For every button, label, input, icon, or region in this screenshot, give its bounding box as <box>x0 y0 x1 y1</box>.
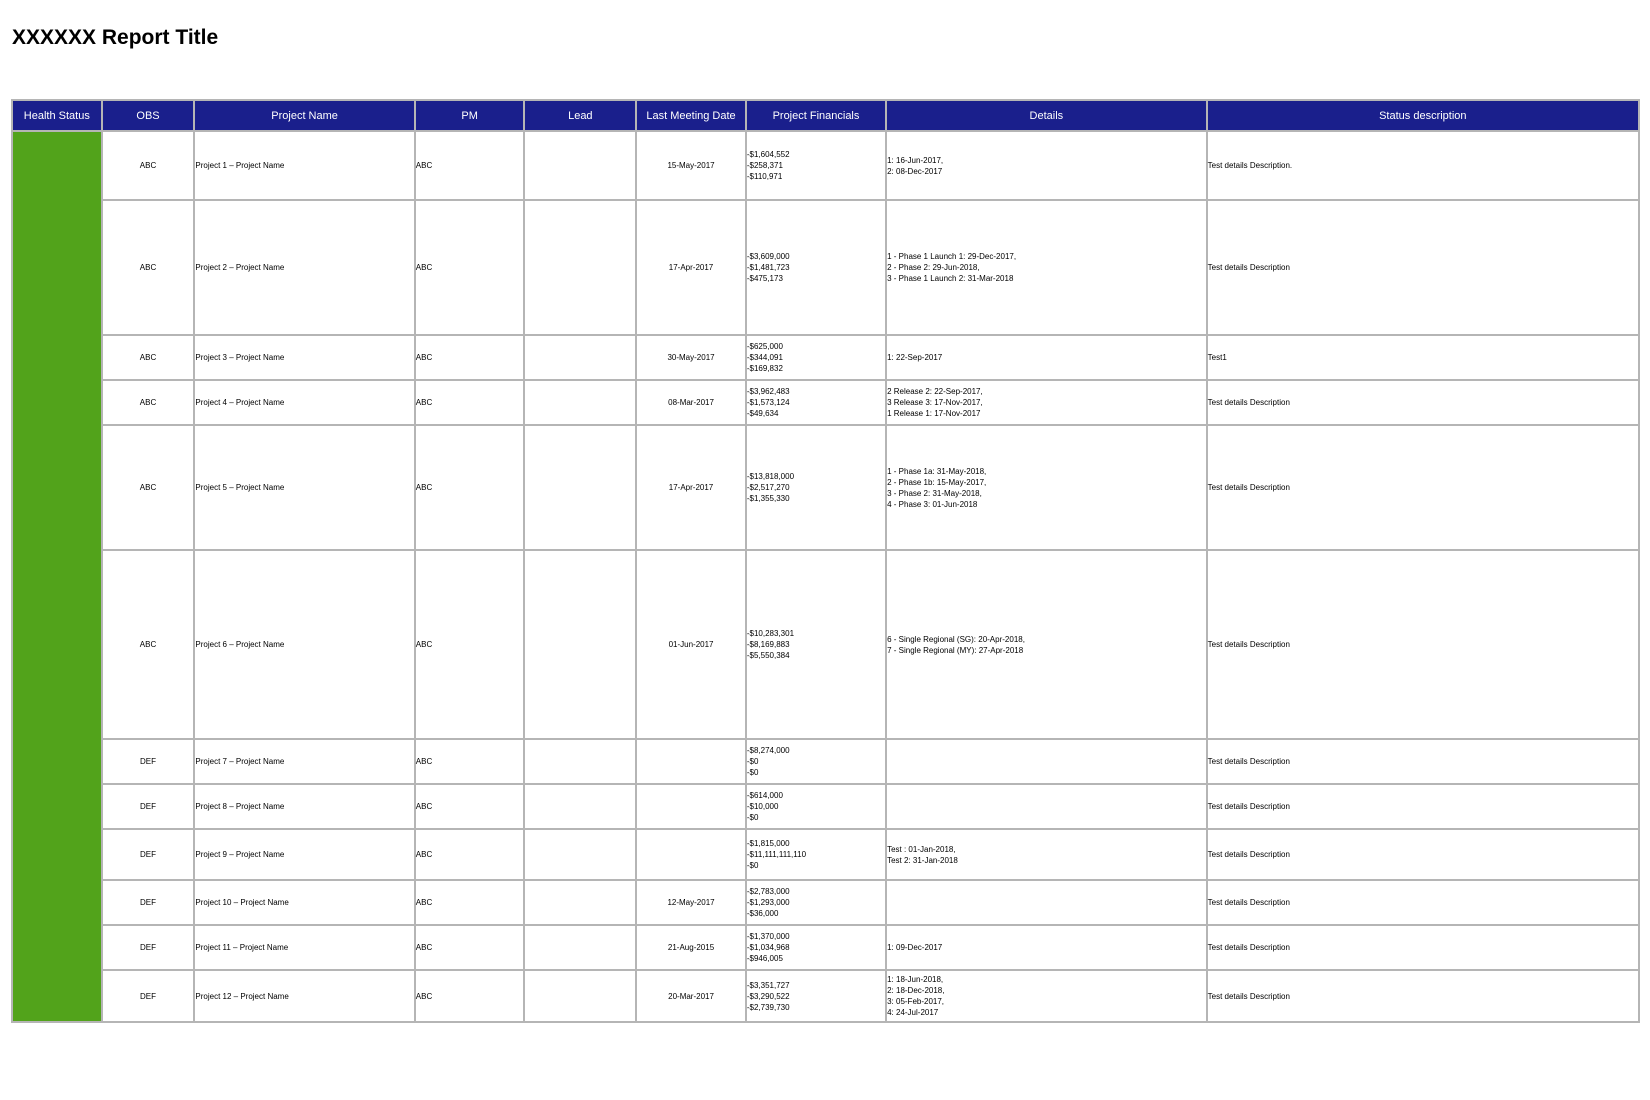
lead-cell <box>524 131 636 200</box>
details-cell: 1 - Phase 1 Launch 1: 29-Dec-2017, 2 - Phase 2: 29-Jun-2018, 3 - Phase 1 Launch 2: 31-Mar-2018 <box>886 200 1207 335</box>
obs-cell: ABC <box>102 131 195 200</box>
project-financials-cell: -$3,351,727 -$3,290,522 -$2,739,730 <box>746 970 886 1022</box>
last-meeting-date-cell: 17-Apr-2017 <box>636 425 746 550</box>
header-obs: OBS <box>102 100 195 131</box>
status-description-cell: Test details Description <box>1207 970 1639 1022</box>
details-cell <box>886 880 1207 925</box>
project-name-cell: Project 3 – Project Name <box>194 335 414 380</box>
table-row <box>12 380 1639 425</box>
last-meeting-date-cell: 20-Mar-2017 <box>636 970 746 1022</box>
status-description-cell: Test details Description <box>1207 829 1639 880</box>
table-row <box>12 200 1639 335</box>
project-status-table <box>11 99 1640 1023</box>
details-cell: 2 Release 2: 22-Sep-2017, 3 Release 3: 17-Nov-2017, 1 Release 1: 17-Nov-2017 <box>886 380 1207 425</box>
table-row <box>12 784 1639 829</box>
last-meeting-date-cell: 30-May-2017 <box>636 335 746 380</box>
status-description-cell: Test details Description <box>1207 739 1639 784</box>
pm-cell: ABC <box>415 970 525 1022</box>
pm-cell: ABC <box>415 200 525 335</box>
project-name-cell: Project 7 – Project Name <box>194 739 414 784</box>
last-meeting-date-cell: 01-Jun-2017 <box>636 550 746 739</box>
project-financials-cell: -$1,370,000 -$1,034,968 -$946,005 <box>746 925 886 970</box>
details-cell: Test : 01-Jan-2018, Test 2: 31-Jan-2018 <box>886 829 1207 880</box>
pm-cell: ABC <box>415 880 525 925</box>
table-row <box>12 880 1639 925</box>
table-row <box>12 925 1639 970</box>
pm-cell: ABC <box>415 380 525 425</box>
header-project-name: Project Name <box>194 100 414 131</box>
pm-cell: ABC <box>415 739 525 784</box>
lead-cell <box>524 739 636 784</box>
obs-cell: DEF <box>102 880 195 925</box>
project-name-cell: Project 5 – Project Name <box>194 425 414 550</box>
obs-cell: ABC <box>102 425 195 550</box>
lead-cell <box>524 829 636 880</box>
status-description-cell: Test details Description. <box>1207 131 1639 200</box>
report-title: XXXXXX Report Title <box>12 26 219 49</box>
lead-cell <box>524 970 636 1022</box>
details-cell <box>886 739 1207 784</box>
header-last-meeting-date: Last Meeting Date <box>636 100 746 131</box>
lead-cell <box>524 200 636 335</box>
obs-cell: DEF <box>102 829 195 880</box>
table-row <box>12 550 1639 739</box>
status-description-cell: Test1 <box>1207 335 1639 380</box>
details-cell: 6 - Single Regional (SG): 20-Apr-2018, 7 - Single Regional (MY): 27-Apr-2018 <box>886 550 1207 739</box>
lead-cell <box>524 550 636 739</box>
project-financials-cell: -$625,000 -$344,091 -$169,832 <box>746 335 886 380</box>
project-name-cell: Project 9 – Project Name <box>194 829 414 880</box>
table-row <box>12 335 1639 380</box>
last-meeting-date-cell <box>636 784 746 829</box>
project-name-cell: Project 2 – Project Name <box>194 200 414 335</box>
obs-cell: ABC <box>102 380 195 425</box>
project-name-cell: Project 8 – Project Name <box>194 784 414 829</box>
details-cell <box>886 784 1207 829</box>
status-description-cell: Test details Description <box>1207 550 1639 739</box>
project-name-cell: Project 1 – Project Name <box>194 131 414 200</box>
pm-cell: ABC <box>415 335 525 380</box>
last-meeting-date-cell: 21-Aug-2015 <box>636 925 746 970</box>
project-financials-cell: -$1,604,552 -$258,371 -$110,971 <box>746 131 886 200</box>
header-details: Details <box>886 100 1207 131</box>
health-status-indicator <box>12 131 102 1022</box>
last-meeting-date-cell <box>636 829 746 880</box>
header-row <box>12 100 1639 131</box>
last-meeting-date-cell: 12-May-2017 <box>636 880 746 925</box>
project-financials-cell: -$8,274,000 -$0 -$0 <box>746 739 886 784</box>
last-meeting-date-cell: 15-May-2017 <box>636 131 746 200</box>
project-name-cell: Project 4 – Project Name <box>194 380 414 425</box>
lead-cell <box>524 784 636 829</box>
project-financials-cell: -$13,818,000 -$2,517,270 -$1,355,330 <box>746 425 886 550</box>
project-financials-cell: -$3,609,000 -$1,481,723 -$475,173 <box>746 200 886 335</box>
project-financials-cell: -$10,283,301 -$8,169,883 -$5,550,384 <box>746 550 886 739</box>
project-name-cell: Project 10 – Project Name <box>194 880 414 925</box>
pm-cell: ABC <box>415 550 525 739</box>
lead-cell <box>524 425 636 550</box>
table-row <box>12 739 1639 784</box>
obs-cell: DEF <box>102 925 195 970</box>
obs-cell: DEF <box>102 739 195 784</box>
lead-cell <box>524 380 636 425</box>
last-meeting-date-cell <box>636 739 746 784</box>
obs-cell: DEF <box>102 784 195 829</box>
details-cell: 1 - Phase 1a: 31-May-2018, 2 - Phase 1b: 15-May-2017, 3 - Phase 2: 31-May-2018, 4 - Phase 3: 01-Jun-2018 <box>886 425 1207 550</box>
header-project-financials: Project Financials <box>746 100 886 131</box>
header-lead: Lead <box>524 100 636 131</box>
project-name-cell: Project 6 – Project Name <box>194 550 414 739</box>
details-cell: 1: 18-Jun-2018, 2: 18-Dec-2018, 3: 05-Feb-2017, 4: 24-Jul-2017 <box>886 970 1207 1022</box>
lead-cell <box>524 925 636 970</box>
status-description-cell: Test details Description <box>1207 925 1639 970</box>
details-cell: 1: 09-Dec-2017 <box>886 925 1207 970</box>
table-row <box>12 425 1639 550</box>
table-row <box>12 970 1639 1022</box>
details-cell: 1: 22-Sep-2017 <box>886 335 1207 380</box>
header-health-status: Health Status <box>12 100 102 131</box>
table-row <box>12 131 1639 200</box>
project-name-cell: Project 12 – Project Name <box>194 970 414 1022</box>
project-financials-cell: -$1,815,000 -$11,111,111,110 -$0 <box>746 829 886 880</box>
pm-cell: ABC <box>415 425 525 550</box>
status-description-cell: Test details Description <box>1207 880 1639 925</box>
header-pm: PM <box>415 100 525 131</box>
status-description-cell: Test details Description <box>1207 425 1639 550</box>
project-name-cell: Project 11 – Project Name <box>194 925 414 970</box>
pm-cell: ABC <box>415 131 525 200</box>
pm-cell: ABC <box>415 784 525 829</box>
obs-cell: DEF <box>102 970 195 1022</box>
project-financials-cell: -$2,783,000 -$1,293,000 -$36,000 <box>746 880 886 925</box>
project-financials-cell: -$614,000 -$10,000 -$0 <box>746 784 886 829</box>
status-description-cell: Test details Description <box>1207 784 1639 829</box>
lead-cell <box>524 880 636 925</box>
obs-cell: ABC <box>102 200 195 335</box>
status-description-cell: Test details Description <box>1207 380 1639 425</box>
obs-cell: ABC <box>102 335 195 380</box>
status-description-cell: Test details Description <box>1207 200 1639 335</box>
obs-cell: ABC <box>102 550 195 739</box>
project-financials-cell: -$3,962,483 -$1,573,124 -$49,634 <box>746 380 886 425</box>
pm-cell: ABC <box>415 925 525 970</box>
pm-cell: ABC <box>415 829 525 880</box>
header-status-description: Status description <box>1207 100 1639 131</box>
details-cell: 1: 16-Jun-2017, 2: 08-Dec-2017 <box>886 131 1207 200</box>
table-row <box>12 829 1639 880</box>
last-meeting-date-cell: 17-Apr-2017 <box>636 200 746 335</box>
lead-cell <box>524 335 636 380</box>
last-meeting-date-cell: 08-Mar-2017 <box>636 380 746 425</box>
